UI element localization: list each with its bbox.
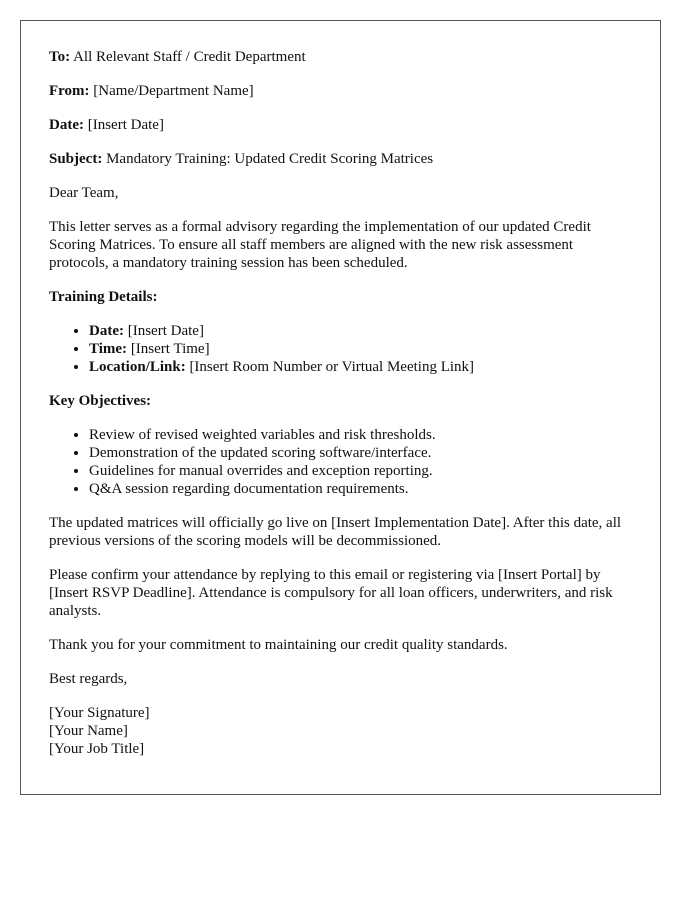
- closing: Best regards,: [49, 671, 128, 687]
- objectives-heading-text: Key Objectives:: [49, 393, 152, 409]
- item-value: [Insert Time]: [130, 341, 210, 357]
- list-item: [89, 340, 632, 358]
- list-item: • Demonstration of the updated scoring software/interface.: [89, 444, 632, 462]
- to-value: All Relevant Staff / Credit Department: [73, 49, 306, 65]
- objectives-heading: [49, 392, 632, 410]
- greeting: Dear Team,: [49, 185, 119, 201]
- item-label: Date:: [89, 323, 124, 339]
- item-label: Time:: [89, 341, 128, 357]
- signature-block: [49, 704, 632, 758]
- item-value: [Insert Date]: [127, 323, 204, 339]
- training-heading: [49, 288, 632, 306]
- signer-name: [Your Name]: [49, 723, 128, 739]
- objectives-list: [49, 426, 632, 498]
- thanks-paragraph: Thank you for your commitment to maintaining our credit quality standards.: [49, 637, 508, 653]
- list-item: [89, 358, 632, 376]
- from-line: [49, 82, 632, 100]
- item-value: [Insert Room Number or Virtual Meeting Link]: [189, 359, 475, 375]
- date-label: Date:: [49, 117, 84, 133]
- from-label: From:: [49, 83, 90, 99]
- from-value: [Name/Department Name]: [93, 83, 254, 99]
- to-label: To:: [49, 49, 71, 65]
- letter: [20, 20, 661, 795]
- golive-paragraph: The updated matrices will officially go live on [Insert Implementation Date]. After this date, all previous versions of the scoring models will be decommissioned.: [49, 515, 622, 549]
- signature: [Your Signature]: [49, 705, 150, 721]
- list-item: • Q&A session regarding documentation requirements.: [89, 480, 632, 498]
- subject-label: Subject:: [49, 151, 103, 167]
- list-item: • Guidelines for manual overrides and exception reporting.: [89, 462, 632, 480]
- rsvp-paragraph: Please confirm your attendance by replying to this email or registering via [Insert Portal] by [Insert RSVP Deadline]. Attendance is compulsory for all loan officers, underwriters, and risk analysts.: [49, 567, 613, 619]
- subject-line: [49, 150, 632, 168]
- subject-value: Mandatory Training: Updated Credit Scoring Matrices: [106, 151, 434, 167]
- intro-paragraph: This letter serves as a formal advisory regarding the implementation of our updated Credit Scoring Matrices. To ensure all staff members are aligned with the new risk assessment protocols, a mandatory training session has been scheduled.: [49, 219, 591, 271]
- item-label: Location/Link:: [89, 359, 186, 375]
- to-line: [49, 48, 632, 66]
- date-line: [49, 116, 632, 134]
- signer-title: [Your Job Title]: [49, 741, 145, 757]
- training-list: [49, 322, 632, 376]
- date-value: [Insert Date]: [87, 117, 164, 133]
- list-item: [89, 322, 632, 340]
- training-heading-text: Training Details:: [49, 289, 158, 305]
- list-item: • Review of revised weighted variables and risk thresholds.: [89, 426, 632, 444]
